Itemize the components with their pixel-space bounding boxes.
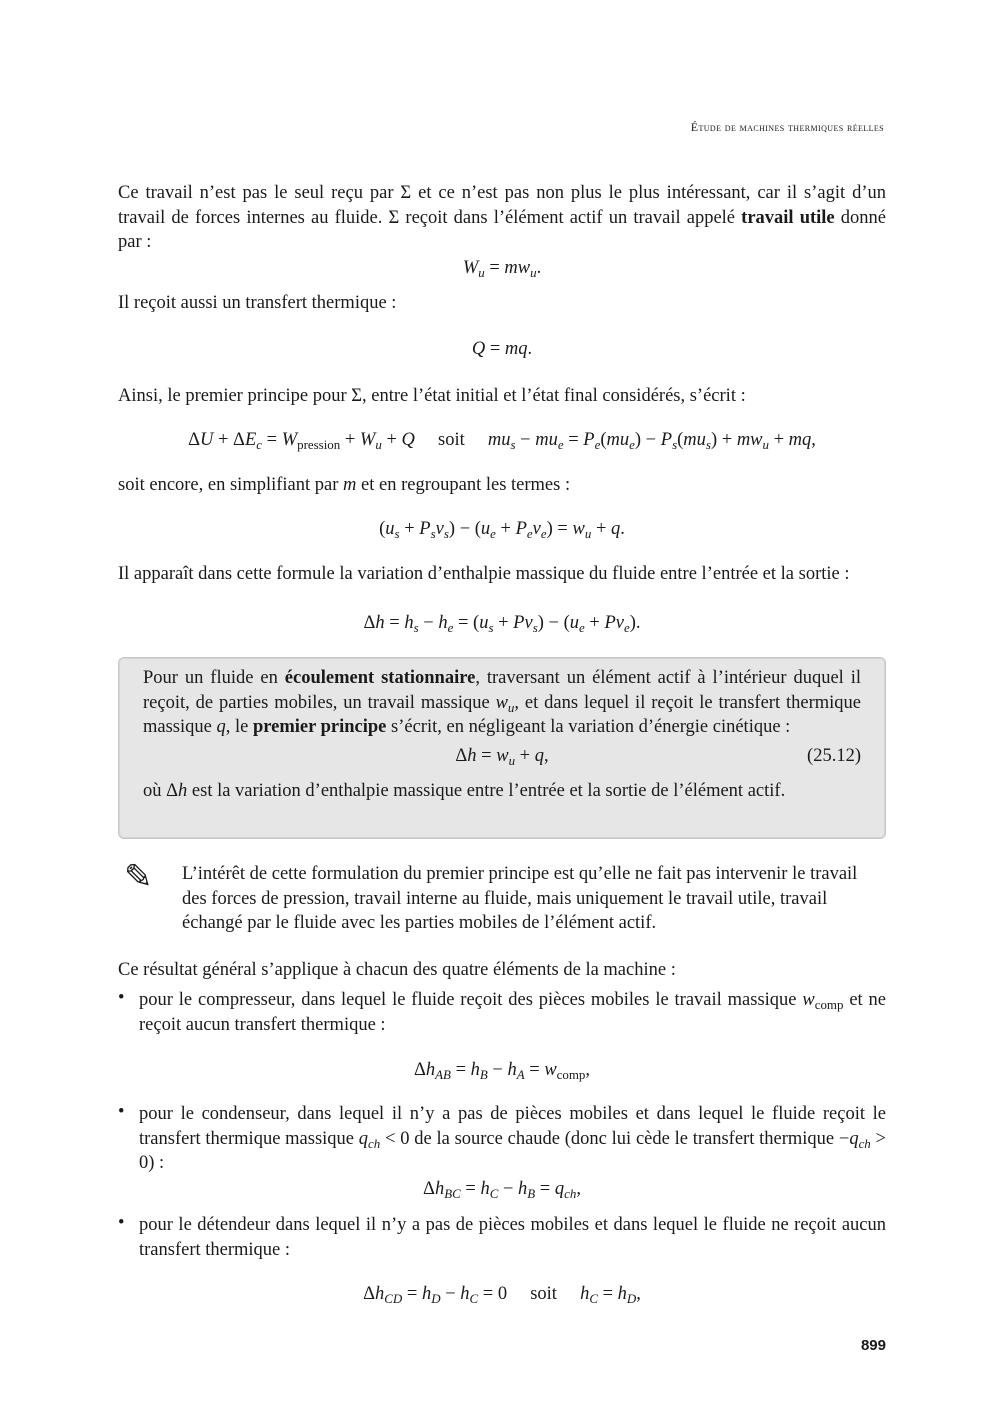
pencil-icon: ✎ [124,857,153,897]
running-header: Étude de machines thermiques réelles [690,120,884,134]
theorem-text: Pour un fluide en écoulement stationnaire, traversant un élément actif à l’intérieur duquel il reçoit, de parties mobiles, un travail massique $w_u$, et dans lequel il reçoit le transfert thermique massique q, le premier principe s’écrit, en négligeant la variation d’énergie cinétique : [143,668,862,737]
bullet-marker: • [118,988,125,1008]
note-text: L’intérêt de cette formulation du premier principe est qu’elle ne fait pas intervenir le travail des forces de pression, travail interne au fluide, mais uniquement le travail utile, travail échangé par le fluide avec les parties mobiles de l’élément actif. [182,864,858,933]
paragraph-general-result: Ce résultat général s’applique à chacun des quatre éléments de la machine : [118,960,676,980]
theorem-conclusion: où Δh est la variation d’enthalpie massique entre l’entrée et la sortie de l’élément actif. [143,780,786,801]
paragraph-work-intro: Ce travail n’est pas le seul reçu par Σ et ce n’est pas non plus le plus intéressant, car il s’agit d’un travail de forces internes au fluide. Σ reçoit dans l’élément actif un travail appelé travail utile donné par : [118,183,886,252]
page-number: 899 [860,1337,886,1354]
theorem-box [118,657,886,839]
bullet-condenser: pour le condenseur, dans lequel il n’y a pas de pièces mobiles et dans lequel le fluide reçoit le transfert thermique massique $q_{ch} < 0$ de la source chaude (donc lui cède le transfert thermique $-q_{ch} > 0$) : [139,1104,886,1173]
equation-box: $\Delta h = w_u + q$, [455,745,549,768]
equation-simplified: $(u_s + P_sv_s) - (u_e + P_ev_e) = w_u + q$. [379,519,625,541]
bullet-expander: pour le détendeur dans lequel il n’y a pas de pièces mobiles et dans lequel le fluide ne reçoit aucun transfert thermique : [139,1215,886,1260]
paragraph-heat-transfer: Il reçoit aussi un transfert thermique : [118,293,397,313]
equation-first-principle: $\Delta U + \Delta E_c = W_{pression} + W_u + Q$ soit $mu_s - mu_e = P_e(mu_e) - P_s(mu_s) + mw_u$ + mq, [188,430,816,452]
paragraph-first-principle: Ainsi, le premier principe pour Σ, entre l’état initial et l’état final considérés, s’écrit : [118,386,746,406]
bullet-marker: • [118,1102,125,1122]
equation-useful-work: $W_u = mw_u$. [462,258,542,280]
equation-condenser: $\Delta h_{BC} = h_C - h_B = q_{ch}$, [423,1179,581,1201]
equation-delta-h: $\Delta h = h_s - h_e = (u_s + Pv_s) - (u_e + Pv_e)$. [363,613,641,635]
paragraph-enthalpy: Il apparaît dans cette formule la variation d’enthalpie massique du fluide entre l’entrée et la sortie : [118,564,850,584]
term-useful-work: travail utile [741,207,835,228]
paragraph-simplify: soit encore, en simplifiant par m et en regroupant les termes : [118,475,571,495]
equation-compressor: $\Delta h_{AB} = h_B - h_A = w_{comp}$, [413,1060,591,1082]
equation-heat: Q = mq. [471,339,533,359]
theorem-equation-row [143,743,861,773]
bullet-marker: • [118,1213,125,1233]
equation-expander: $\Delta h_{CD} = h_D - h_C = 0$ soit $h_C = h_D$, [363,1284,641,1306]
bullet-compressor: pour le compresseur, dans lequel le fluide reçoit des pièces mobiles le travail massique $w_{comp}$ et ne reçoit aucun transfert thermique : [139,990,886,1035]
equation-number: (25.12) [807,745,861,766]
